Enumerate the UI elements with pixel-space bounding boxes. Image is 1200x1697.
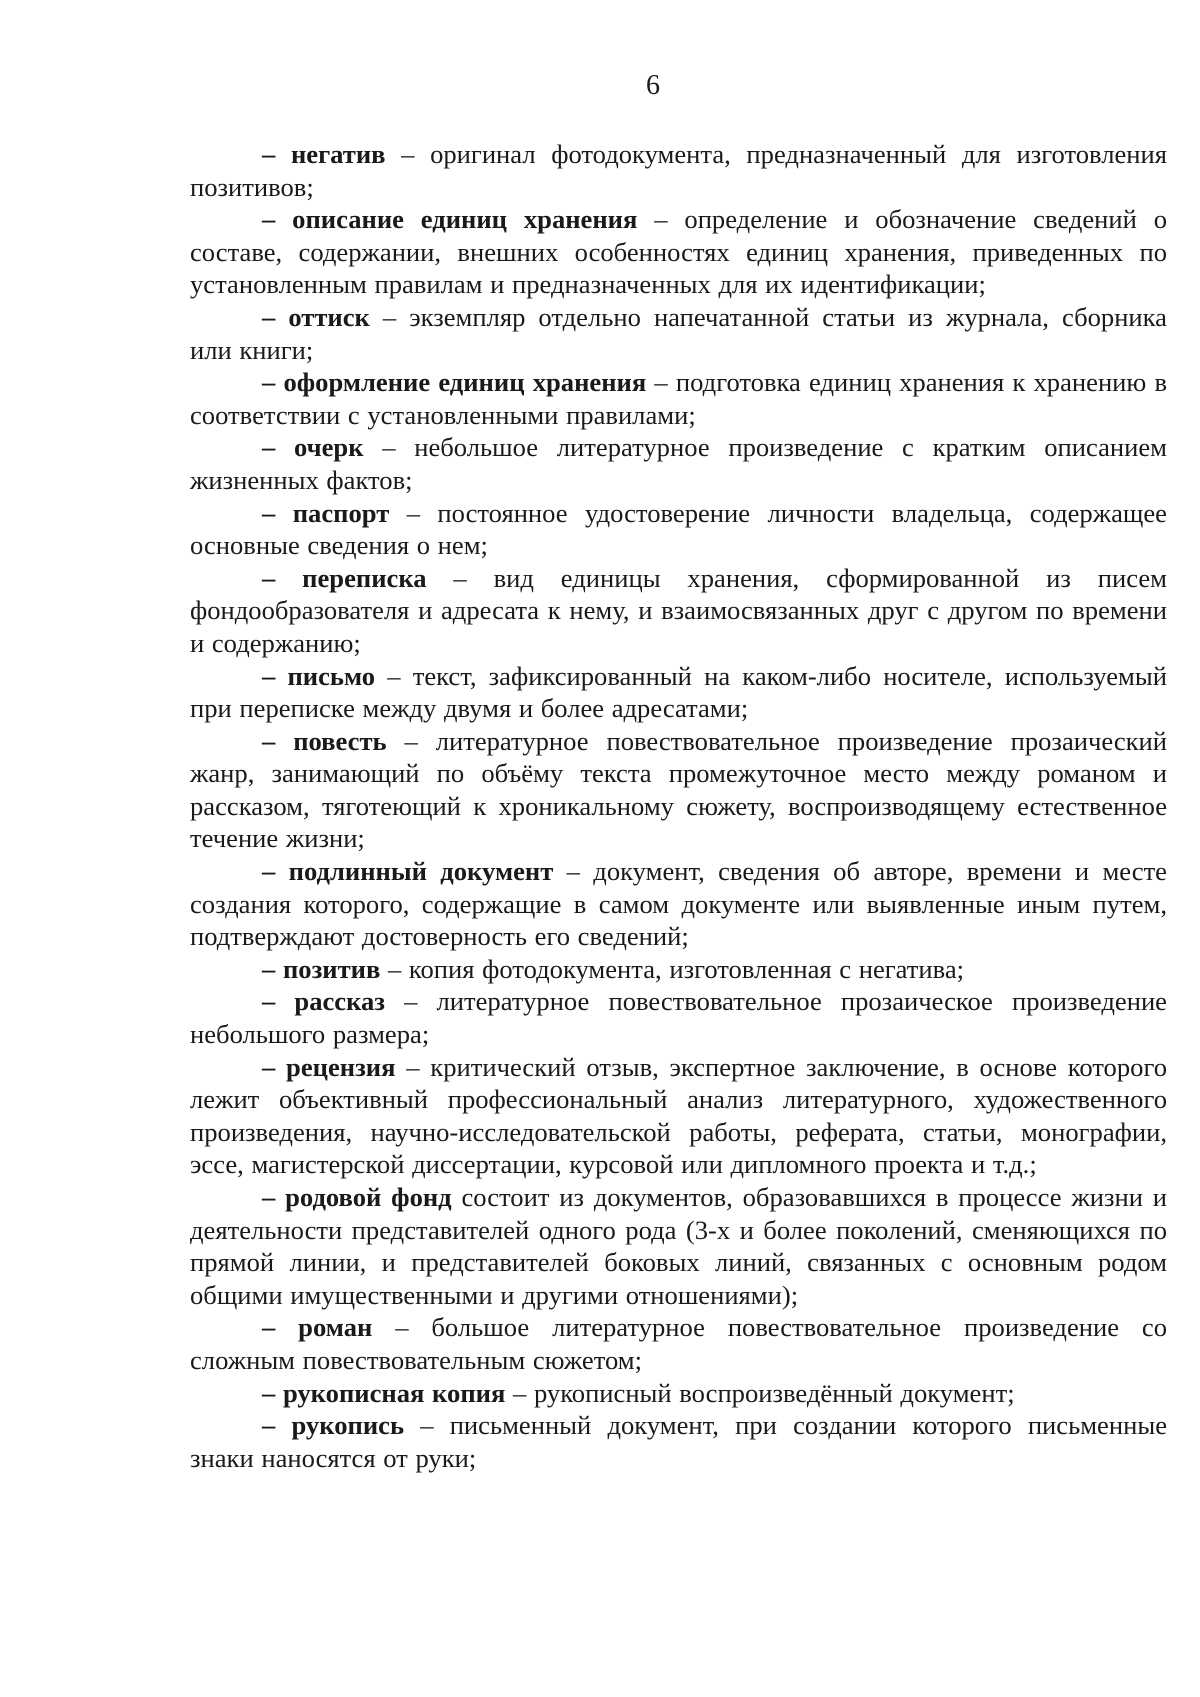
entry-term: – рецензия	[262, 1051, 396, 1082]
entry-definition: – текст, зафиксированный на каком-либо носителе, используемый при переписке между двумя и более адресатами;	[190, 660, 1167, 724]
glossary-entry	[190, 562, 1167, 660]
entry-term: – очерк	[262, 432, 364, 463]
entry-term: – письмо	[262, 660, 376, 691]
entry-definition: – вид единицы хранения, сформированной из писем фондообразователя и адресата к нему, и взаимосвязанных друг с другом по времени и содержанию;	[190, 562, 1167, 658]
entry-definition: – экземпляр отдельно напечатанной статьи из журнала, сборника или книги;	[190, 301, 1167, 365]
glossary-entry	[190, 138, 1167, 203]
glossary-entry	[190, 497, 1167, 562]
glossary-entry	[190, 660, 1167, 725]
glossary-entry	[190, 301, 1167, 366]
glossary-entry	[190, 366, 1167, 431]
glossary-entry	[190, 1377, 1167, 1410]
entry-definition: – рукописный воспроизведённый документ;	[505, 1377, 1015, 1408]
entry-definition: – подготовка единиц хранения к хранению в соответствии с установленными правилами;	[190, 367, 1168, 430]
glossary-entry	[190, 1181, 1167, 1311]
entry-term: – описание единиц хранения	[262, 204, 638, 235]
entry-definition: – небольшое литературное произведение с кратким описанием жизненных фактов;	[190, 432, 1167, 495]
entry-term: – паспорт	[262, 497, 390, 528]
entry-term: – роман	[262, 1312, 373, 1343]
entry-definition: – литературное повествовательное прозаическое произведение небольшого размера;	[190, 986, 1167, 1050]
glossary-entry	[190, 1311, 1167, 1376]
entry-term: – родовой фонд	[262, 1182, 452, 1212]
glossary-entry	[190, 1051, 1167, 1181]
entry-term: – переписка	[262, 562, 427, 593]
entry-definition: – письменный документ, при создании которого письменные знаки наносятся от руки;	[190, 1410, 1167, 1473]
glossary-entry	[190, 203, 1167, 301]
glossary-entry	[190, 431, 1167, 496]
page-number: 6	[646, 70, 660, 101]
entry-definition: – оригинал фотодокумента, предназначенный для изготовления позитивов;	[190, 139, 1167, 202]
glossary-entry	[190, 985, 1167, 1050]
glossary-entry	[190, 855, 1167, 953]
entry-term: – оформление единиц хранения	[262, 367, 647, 398]
entry-term: – оттиск	[262, 301, 370, 332]
glossary-entry	[190, 953, 1167, 986]
entry-term: – подлинный документ	[262, 856, 554, 887]
entry-definition: – постоянное удостоверение личности владельца, содержащее основные сведения о нем;	[190, 497, 1167, 561]
entry-definition: – критический отзыв, экспертное заключение, в основе которого лежит объективный профессиональный анализ литературного, художественного произведения, научно-исследовательской работы, реферата, статьи, монографии, эссе, магистерской диссертации, курсовой или дипломного проекта и т.д.;	[190, 1051, 1167, 1180]
entry-definition: состоит из документов, образовавшихся в процессе жизни и деятельности представителей одного рода (3-х и более поколений, сменяющихся по прямой линии, и представителей боковых линий, связанных с основным родом общими имущественными и другими отношениями);	[190, 1182, 1167, 1310]
entry-term: – позитив	[262, 953, 381, 984]
entry-definition: – литературное повествовательное произведение прозаический жанр, занимающий по объёму текста промежуточное место между романом и рассказом, тяготеющий к хроникальному сюжету, воспроизводящему естественное течение жизни;	[190, 725, 1168, 854]
entry-term: – рукопись	[262, 1410, 405, 1441]
glossary-entries	[190, 138, 1167, 1474]
glossary-entry	[190, 725, 1167, 855]
entry-term: – негатив	[262, 139, 386, 169]
entry-definition: – документ, сведения об авторе, времени и месте создания которого, содержащие в самом документе или выявленные иным путем, подтверждают достоверность его сведений;	[190, 856, 1167, 952]
entry-definition: – большое литературное повествовательное произведение со сложным повествовательным сюжетом;	[190, 1312, 1168, 1375]
entry-term: – рукописная копия	[262, 1377, 506, 1408]
entry-definition: – копия фотодокумента, изготовленная с негатива;	[380, 953, 965, 984]
glossary-entry	[190, 1409, 1167, 1474]
entry-term: – повесть	[262, 725, 387, 756]
entry-term: – рассказ	[262, 986, 385, 1017]
entry-definition: – определение и обозначение сведений о составе, содержании, внешних особенностях единиц хранения, приведенных по установленным правилам и предназначенных для их идентификации;	[190, 204, 1168, 300]
